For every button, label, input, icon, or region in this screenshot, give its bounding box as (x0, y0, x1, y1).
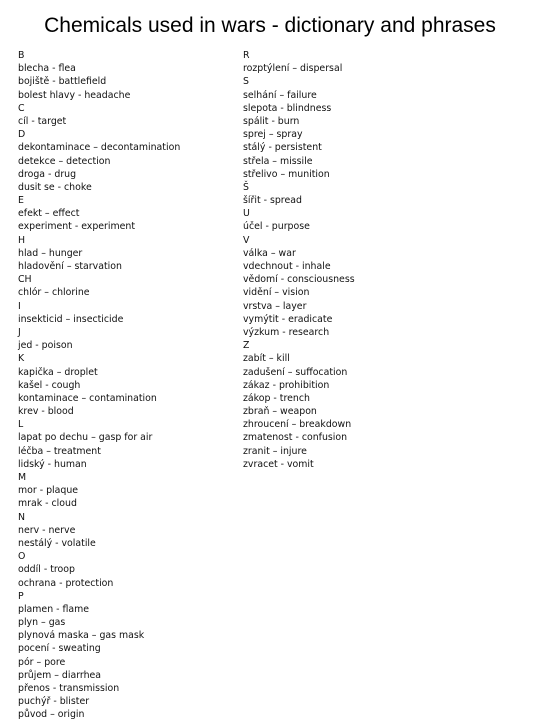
vocabulary-entry: jed - poison (18, 340, 73, 352)
vocabulary-entry: kontaminace – contamination (18, 392, 157, 404)
section-letter: R (243, 50, 250, 61)
vocabulary-entry: vdechnout - inhale (243, 261, 331, 272)
vocabulary-entry: účel - purpose (243, 221, 310, 233)
vocabulary-entry: cíl - target (18, 115, 67, 127)
vocabulary-entry: plyn – gas (18, 617, 66, 629)
vocabulary-entry: krev - blood (18, 406, 74, 418)
section-letter: H (18, 234, 26, 246)
section-letter: U (243, 208, 250, 220)
section-letter: N (18, 511, 26, 523)
vocabulary-entry: zabít – kill (243, 353, 290, 365)
section-letter: Z (243, 340, 250, 352)
vocabulary-entry: hlad – hunger (18, 247, 83, 259)
vocabulary-entry: původ – origin (18, 709, 85, 721)
section-letter: L (18, 419, 24, 431)
vocabulary-entry: stálý - persistent (243, 142, 322, 154)
section-letter: E (18, 195, 24, 207)
vocabulary-entry: zranit – injure (243, 445, 307, 457)
vocabulary-entry: zákaz - prohibition (243, 379, 330, 391)
vocabulary-entry: detekce – detection (18, 155, 111, 167)
vocabulary-entry: kašel - cough (18, 379, 81, 391)
right-vocabulary-column (243, 49, 355, 471)
vocabulary-entry: lidský - human (18, 458, 87, 470)
vocabulary-entry: sprej – spray (243, 129, 303, 141)
page-title: Chemicals used in wars - dictionary and phrases (44, 14, 496, 37)
vocabulary-entry: blecha - flea (18, 63, 76, 75)
vocabulary-entry: pocení - sweating (18, 643, 101, 655)
vocabulary-entry: vymýtit - eradicate (243, 313, 333, 325)
vocabulary-entry: zadušení – suffocation (243, 366, 348, 378)
vocabulary-entry: nestálý - volatile (18, 537, 96, 549)
left-vocabulary-column (18, 49, 180, 722)
section-letter: P (18, 590, 24, 602)
vocabulary-entry: rozptýlení – dispersal (243, 63, 343, 75)
vocabulary-entry: dusit se - choke (18, 181, 92, 193)
vocabulary-entry: zbraň – weapon (243, 406, 317, 418)
vocabulary-entry: zhroucení – breakdown (243, 419, 352, 431)
section-letter: V (243, 234, 250, 246)
vocabulary-entry: chlór – chlorine (18, 287, 90, 299)
vocabulary-entry: selhání – failure (243, 89, 317, 101)
vocabulary-entry: léčba – treatment (18, 445, 101, 457)
section-letter: D (18, 129, 26, 141)
vocabulary-entry: puchýř - blister (18, 696, 90, 708)
vocabulary-entry: droga - drug (18, 168, 77, 180)
vocabulary-entry: průjem – diarrhea (18, 669, 102, 681)
section-letter: J (18, 326, 21, 338)
vocabulary-entry: střela – missile (243, 155, 313, 167)
section-letter: M (18, 472, 27, 483)
vocabulary-entry: insekticid – insecticide (18, 313, 124, 325)
vocabulary-entry: mor - plaque (18, 485, 79, 497)
vocabulary-entry: efekt – effect (18, 208, 80, 220)
vocabulary-entry: vědomí - consciousness (243, 274, 355, 286)
vocabulary-entry: spálit - burn (243, 115, 300, 127)
vocabulary-entry: válka – war (243, 247, 296, 259)
vocabulary-entry: zvracet - vomit (243, 458, 314, 470)
vocabulary-entry: bojiště - battlefield (18, 76, 107, 88)
vocabulary-entry: výzkum - research (243, 326, 330, 338)
vocabulary-entry: zmatenost - confusion (243, 432, 348, 444)
vocabulary-entry: lapat po dechu – gasp for air (18, 432, 153, 444)
section-letter: K (18, 353, 25, 365)
section-letter: Š (243, 181, 249, 193)
vocabulary-entry: zákop - trench (243, 392, 310, 404)
vocabulary-entry: mrak - cloud (18, 498, 77, 510)
vocabulary-entry: střelivo – munition (243, 168, 330, 180)
section-letter: O (18, 551, 26, 563)
vocabulary-entry: ochrana - protection (18, 577, 114, 589)
vocabulary-entry: bolest hlavy - headache (18, 89, 131, 101)
vocabulary-entry: plamen - flame (18, 603, 90, 615)
vocabulary-entry: hladovění – starvation (18, 261, 122, 272)
section-letter: C (18, 102, 25, 114)
vocabulary-entry: slepota - blindness (243, 102, 332, 114)
vocabulary-entry: dekontaminace – decontamination (18, 142, 181, 154)
vocabulary-entry: pór – pore (18, 656, 66, 668)
section-letter: I (18, 300, 21, 312)
vocabulary-entry: kapička – droplet (18, 366, 98, 378)
section-letter: CH (18, 274, 32, 286)
vocabulary-entry: šířit - spread (243, 195, 302, 207)
vocabulary-entry: experiment - experiment (18, 221, 136, 233)
vocabulary-entry: vrstva – layer (243, 300, 307, 312)
vocabulary-entry: oddíl - troop (18, 564, 75, 576)
vocabulary-entry: vidění – vision (243, 287, 310, 299)
vocabulary-entry: nerv - nerve (18, 524, 76, 536)
section-letter: S (243, 76, 249, 88)
vocabulary-entry: přenos - transmission (18, 683, 120, 694)
vocabulary-entry: plynová maska – gas mask (18, 630, 145, 642)
section-letter: B (18, 50, 25, 61)
